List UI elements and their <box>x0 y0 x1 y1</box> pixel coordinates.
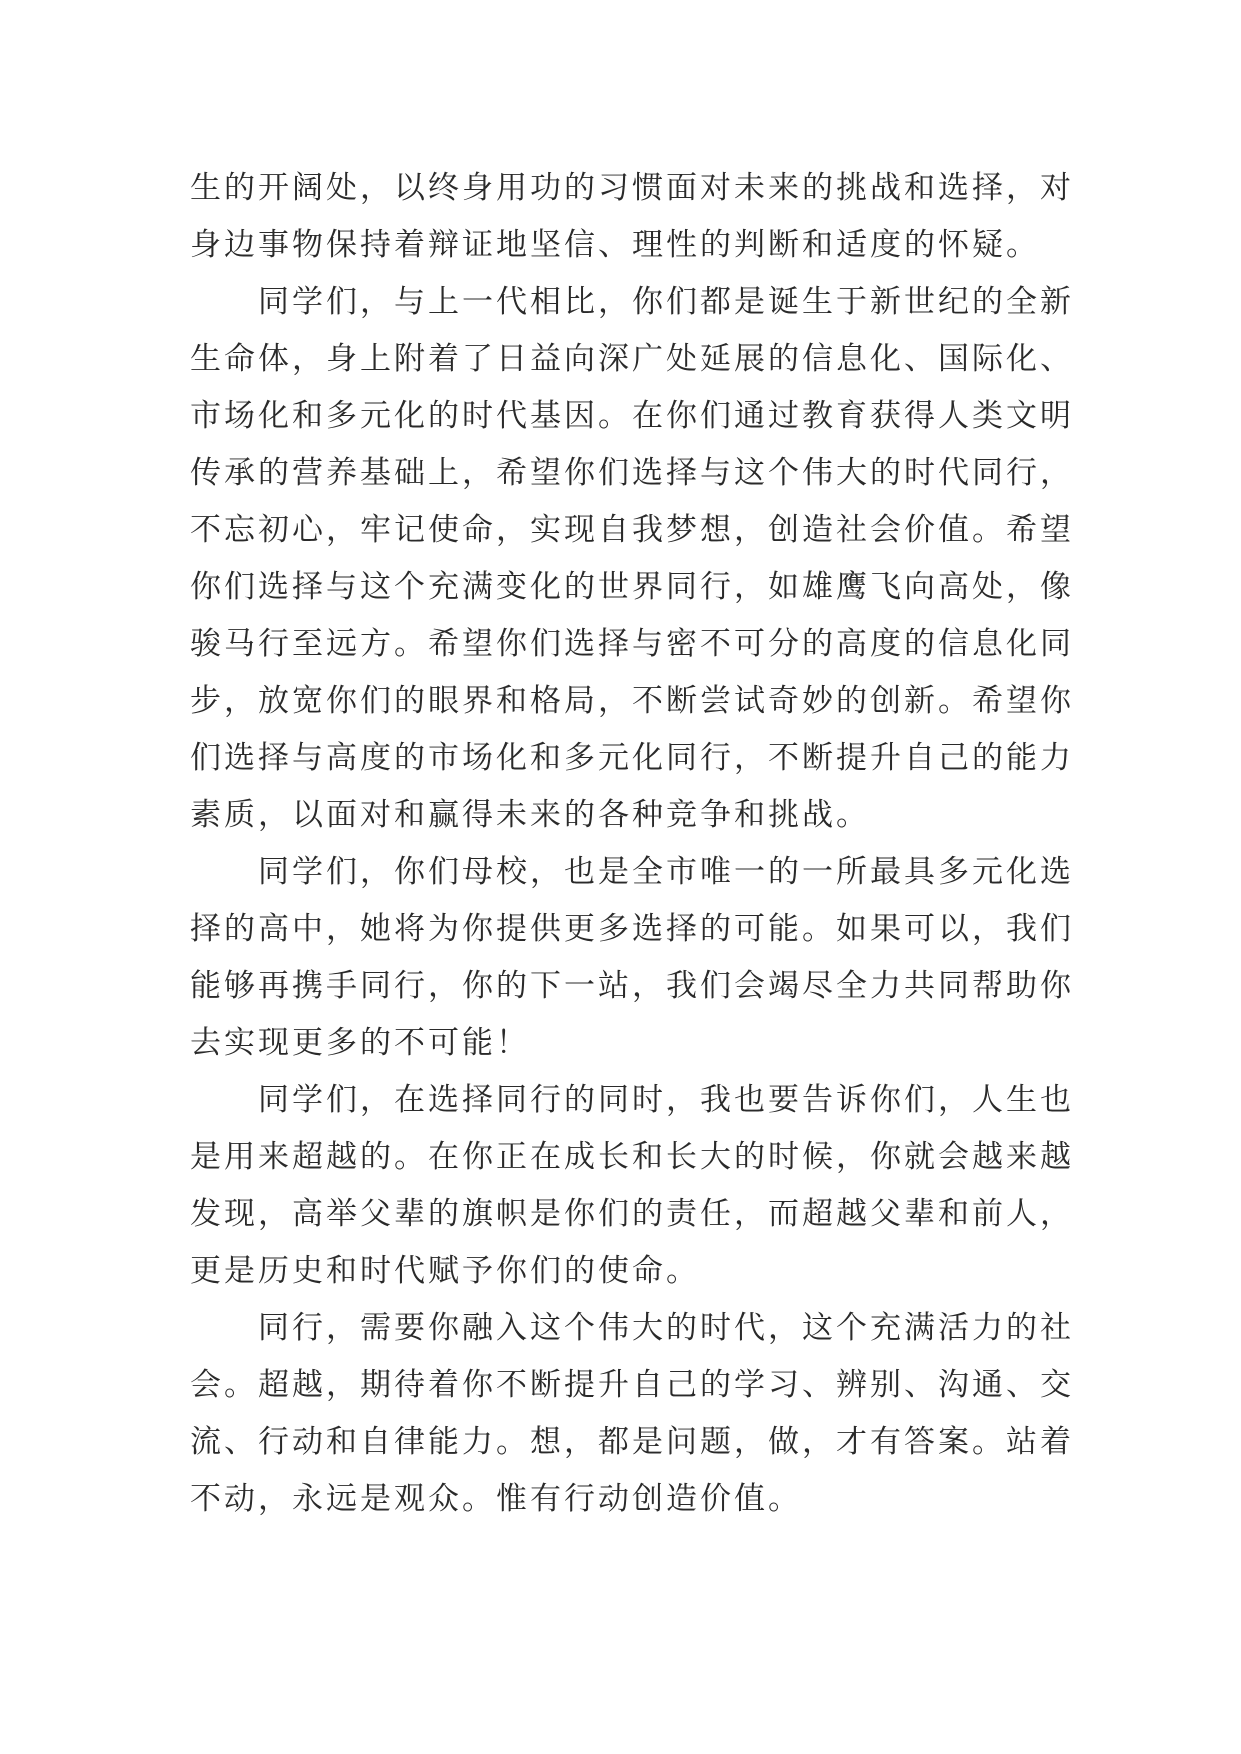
text-line: 骏马行至远方。希望你们选择与密不可分的高度的信息化同 <box>190 626 1074 662</box>
text-line: 素质，以面对和赢得未来的各种竞争和挑战。 <box>190 797 870 833</box>
text-line: 流、行动和自律能力。想，都是问题，做，才有答案。站着 <box>190 1424 1074 1460</box>
document-body <box>190 160 1074 1528</box>
text-line: 同学们，你们母校，也是全市唯一的一所最具多元化选 <box>190 854 1074 890</box>
paragraph-3 <box>190 844 1074 1072</box>
text-line: 同行，需要你融入这个伟大的时代，这个充满活力的社 <box>190 1310 1074 1346</box>
text-line: 生的开阔处，以终身用功的习惯面对未来的挑战和选择，对 <box>190 170 1074 206</box>
paragraph-4 <box>190 1072 1074 1300</box>
text-line: 身边事物保持着辩证地坚信、理性的判断和适度的怀疑。 <box>190 227 1040 263</box>
text-line: 会。超越，期待着你不断提升自己的学习、辨别、沟通、交 <box>190 1367 1074 1403</box>
text-line: 择的高中，她将为你提供更多选择的可能。如果可以，我们 <box>190 911 1074 947</box>
text-line: 市场化和多元化的时代基因。在你们通过教育获得人类文明 <box>190 398 1074 434</box>
text-line: 发现，高举父辈的旗帜是你们的责任，而超越父辈和前人， <box>190 1196 1074 1232</box>
text-line: 更是历史和时代赋予你们的使命。 <box>190 1253 700 1289</box>
paragraph-2 <box>190 274 1074 844</box>
text-line: 去实现更多的不可能！ <box>190 1025 530 1061</box>
text-line: 传承的营养基础上，希望你们选择与这个伟大的时代同行， <box>190 455 1074 491</box>
text-line: 不动，永远是观众。惟有行动创造价值。 <box>190 1481 802 1517</box>
text-line: 们选择与高度的市场化和多元化同行，不断提升自己的能力 <box>190 740 1074 776</box>
text-line: 是用来超越的。在你正在成长和长大的时候，你就会越来越 <box>190 1139 1074 1175</box>
text-line: 能够再携手同行，你的下一站，我们会竭尽全力共同帮助你 <box>190 968 1074 1004</box>
text-line: 同学们，与上一代相比，你们都是诞生于新世纪的全新 <box>190 284 1074 320</box>
text-line: 同学们，在选择同行的同时，我也要告诉你们，人生也 <box>190 1082 1074 1118</box>
text-line: 不忘初心，牢记使命，实现自我梦想，创造社会价值。希望 <box>190 512 1074 548</box>
text-line: 步，放宽你们的眼界和格局，不断尝试奇妙的创新。希望你 <box>190 683 1074 719</box>
text-line: 生命体，身上附着了日益向深广处延展的信息化、国际化、 <box>190 341 1074 377</box>
paragraph-1 <box>190 160 1074 274</box>
paragraph-5 <box>190 1300 1074 1528</box>
text-line: 你们选择与这个充满变化的世界同行，如雄鹰飞向高处，像 <box>190 569 1074 605</box>
